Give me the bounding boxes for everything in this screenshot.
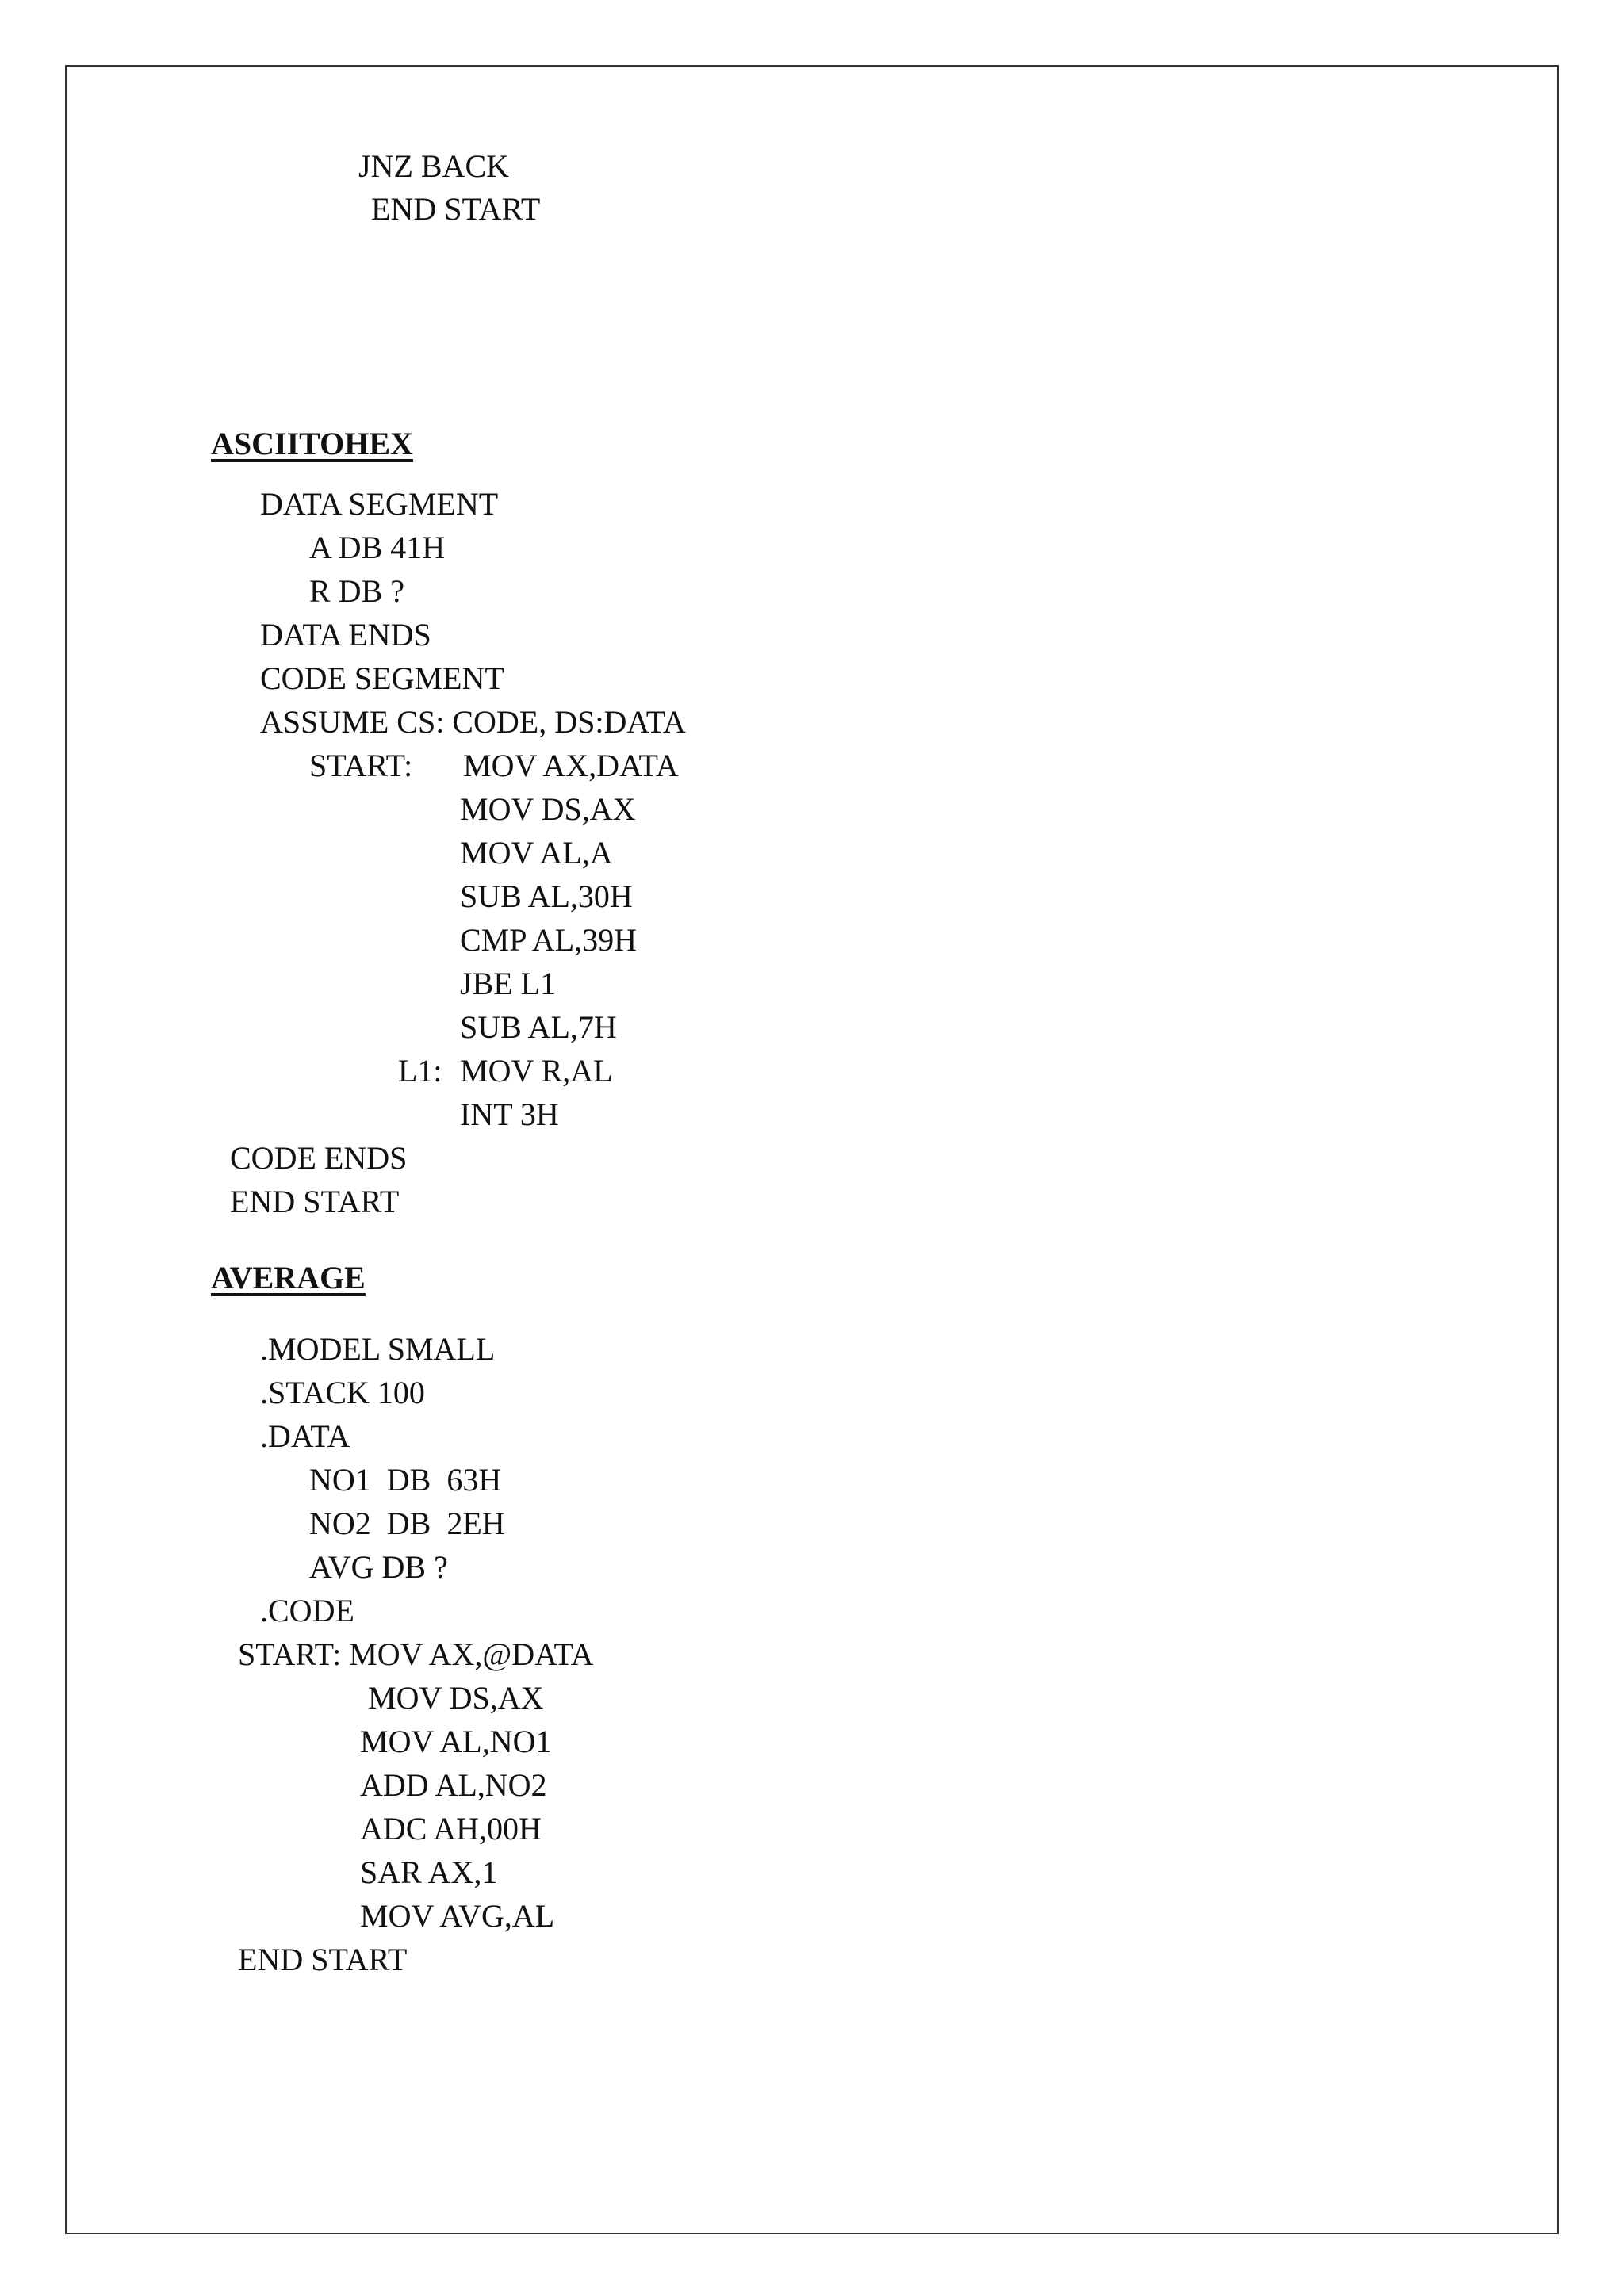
code-line: NO2 DB 2EH [309, 1506, 505, 1541]
code-line: END START [230, 1184, 400, 1219]
code-line: JNZ BACK [358, 148, 510, 184]
code-line: SAR AX,1 [360, 1854, 498, 1890]
code-line: ADD AL,NO2 [360, 1767, 547, 1803]
code-line: .DATA [260, 1418, 350, 1454]
section-heading-average: AVERAGE [211, 1260, 366, 1295]
code-line: JBE L1 [460, 966, 557, 1001]
code-line: MOV AL,NO1 [360, 1724, 552, 1759]
code-line: MOV AVG,AL [360, 1898, 555, 1934]
code-line: CODE SEGMENT [260, 660, 504, 696]
code-line: CMP AL,39H [460, 922, 638, 958]
code-line: MOV DS,AX [460, 791, 636, 827]
code-line: .MODEL SMALL [260, 1331, 496, 1367]
code-line: SUB AL,30H [460, 878, 633, 914]
code-line: END START [238, 1942, 408, 1977]
code-line: MOV R,AL [460, 1053, 613, 1089]
code-line: ADC AH,00H [360, 1811, 542, 1846]
section-heading-asciitohex: ASCIITOHEX [211, 426, 413, 461]
code-line: AVG DB ? [309, 1549, 448, 1585]
code-line: NO1 DB 63H [309, 1462, 502, 1498]
code-line: R DB ? [309, 573, 404, 609]
code-line: .CODE [260, 1593, 354, 1628]
code-line: .STACK 100 [260, 1375, 425, 1410]
code-line: SUB AL,7H [460, 1009, 617, 1045]
code-line: INT 3H [460, 1096, 559, 1132]
code-label: START: [309, 748, 413, 783]
code-label: L1: [398, 1053, 442, 1089]
code-line: ASSUME CS: CODE, DS:DATA [260, 704, 686, 740]
code-line: A DB 41H [309, 530, 446, 565]
code-line: MOV AL,A [460, 835, 613, 871]
code-line: START: MOV AX,@DATA [238, 1636, 594, 1672]
code-line: END START [371, 191, 541, 227]
code-line: DATA SEGMENT [260, 486, 499, 522]
code-line: DATA ENDS [260, 617, 431, 652]
code-line: CODE ENDS [230, 1140, 408, 1176]
code-line: MOV DS,AX [368, 1680, 544, 1716]
code-line: MOV AX,DATA [463, 748, 679, 783]
